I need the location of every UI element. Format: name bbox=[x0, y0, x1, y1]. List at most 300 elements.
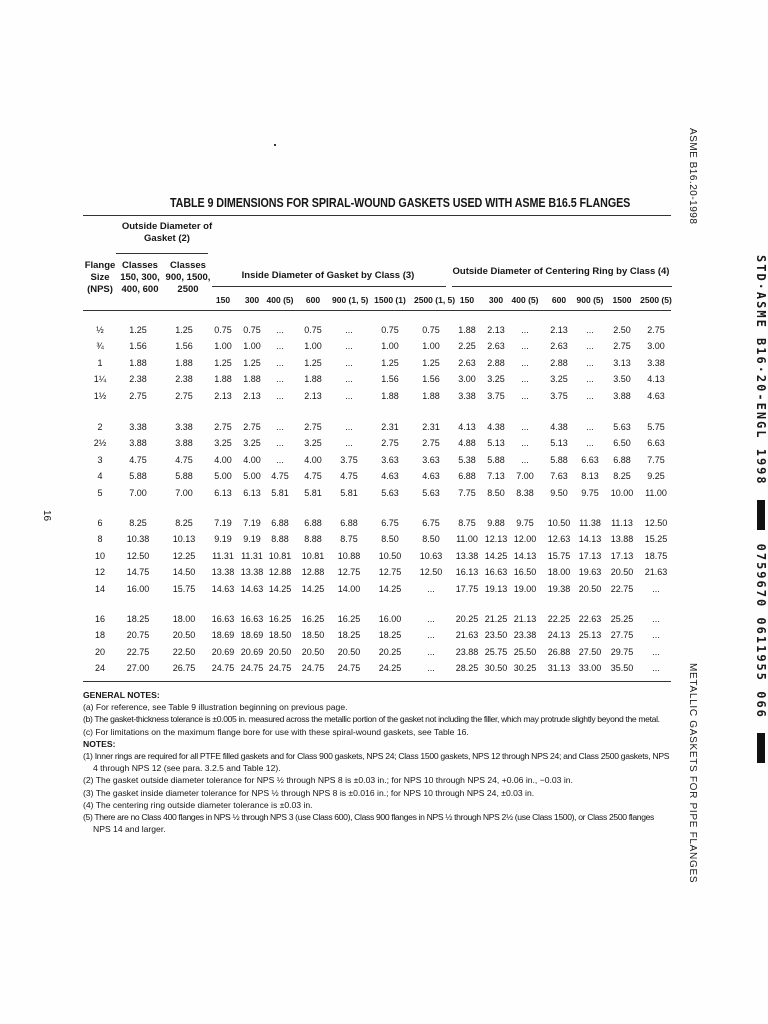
flange-size-cell: 2 bbox=[97, 422, 103, 432]
table-cell: 7.63 bbox=[550, 471, 568, 482]
table-cell: 1.88 bbox=[381, 390, 399, 401]
table-cell: 2.75 bbox=[613, 341, 631, 352]
table-cell: 6.13 bbox=[243, 487, 261, 498]
table-cell: 11.38 bbox=[579, 518, 601, 528]
table-cell: 20.50 bbox=[268, 646, 292, 657]
table-cell: 20.69 bbox=[211, 646, 235, 657]
table-cell: ... bbox=[427, 663, 435, 674]
gasket-od-group-rule bbox=[116, 253, 208, 254]
table-cell: 11.13 bbox=[611, 518, 633, 528]
table-cell: ... bbox=[276, 422, 284, 432]
table-cell: 7.00 bbox=[175, 487, 193, 498]
table-cell: 1.25 bbox=[422, 357, 440, 368]
table-cell: ... bbox=[586, 390, 594, 401]
note-3: (3) The gasket inside diameter tolerance for NPS ½ through NPS 8 is ±0.016 in.; for NPS 10 through NPS 24, ±0.03 in. bbox=[83, 787, 535, 798]
table-cell: 5.13 bbox=[487, 438, 505, 449]
table-cell: 3.75 bbox=[487, 390, 505, 401]
table-cell: 2.50 bbox=[613, 325, 631, 335]
table-cell: 20.50 bbox=[578, 583, 602, 594]
general-note-c: (c) For limitations on the maximum flange bore for use with these spiral-wound gaskets, see Table 16. bbox=[83, 726, 469, 737]
table-cell: 2.88 bbox=[550, 357, 568, 368]
notes-heading: NOTES: bbox=[83, 738, 116, 749]
document-code-part-2: 0759670 0611955 066 bbox=[754, 543, 768, 719]
table-cell: 7.19 bbox=[214, 518, 232, 528]
table-cell: 20.50 bbox=[337, 646, 361, 657]
table-cell: 4.75 bbox=[340, 471, 358, 482]
table-cell: 2.75 bbox=[304, 422, 322, 432]
table-cell: 4.75 bbox=[271, 471, 289, 482]
table-cell: 6.88 bbox=[304, 518, 322, 528]
table-cell: 8.88 bbox=[304, 534, 322, 545]
table-cell: 22.50 bbox=[172, 646, 196, 657]
table-cell: 8.25 bbox=[175, 518, 193, 528]
table-cell: 3.38 bbox=[458, 390, 476, 401]
table-cell: 7.19 bbox=[243, 518, 261, 528]
table-cell: 22.25 bbox=[547, 614, 571, 624]
flange-size-cell: 2½ bbox=[93, 438, 107, 449]
table-cell: 18.50 bbox=[301, 630, 325, 641]
gasket-od-group-line1: Outside Diameter of bbox=[121, 221, 213, 232]
classes-900-2500-header bbox=[164, 260, 212, 296]
table-cell: 2.13 bbox=[487, 325, 505, 335]
table-cell: 27.50 bbox=[578, 646, 602, 657]
table-cell: 5.63 bbox=[422, 487, 440, 498]
table-cell: 16.00 bbox=[126, 583, 150, 594]
table-cell: 1.25 bbox=[304, 357, 322, 368]
table-cell: 14.25 bbox=[484, 550, 508, 561]
table-cell: 0.75 bbox=[214, 325, 232, 335]
table-cell: 8.75 bbox=[458, 518, 476, 528]
table-cell: 4.75 bbox=[175, 454, 193, 465]
table-cell: 4.00 bbox=[243, 454, 261, 465]
table-cell: 5.38 bbox=[458, 454, 476, 465]
table-cell: 6.88 bbox=[340, 518, 358, 528]
table-cell: 3.25 bbox=[214, 438, 232, 449]
table-cell: 14.13 bbox=[578, 534, 602, 545]
table-cell: 20.69 bbox=[240, 646, 264, 657]
classes-150-600-header bbox=[116, 260, 164, 296]
table-cell: 16.25 bbox=[301, 614, 325, 624]
table-cell: 11.00 bbox=[645, 487, 667, 498]
table-cell: 2.75 bbox=[381, 438, 399, 449]
flange-size-cell: ½ bbox=[96, 325, 104, 335]
table-cell: 2.38 bbox=[175, 374, 193, 385]
table-cell: 1.00 bbox=[381, 341, 399, 352]
table-cell: 26.75 bbox=[172, 663, 196, 674]
table-cell: 6.75 bbox=[422, 518, 440, 528]
table-cell: ... bbox=[586, 357, 594, 368]
table-cell: 18.25 bbox=[378, 630, 402, 641]
table-cell: 8.50 bbox=[487, 487, 505, 498]
table-cell: ... bbox=[521, 374, 529, 385]
table-cell: 12.88 bbox=[268, 567, 292, 578]
table-cell: 14.63 bbox=[240, 583, 264, 594]
table-cell: 19.00 bbox=[513, 583, 537, 594]
table-cell: ... bbox=[652, 614, 660, 624]
table-cell: 14.00 bbox=[337, 583, 361, 594]
table-cell: 12.25 bbox=[172, 550, 196, 561]
table-cell: 27.75 bbox=[610, 630, 634, 641]
document-code bbox=[754, 255, 768, 777]
ring-class-header-4: 900 (5) bbox=[576, 295, 604, 305]
table-cell: 4.75 bbox=[304, 471, 322, 482]
table-cell: 1.00 bbox=[214, 341, 232, 352]
table-cell: 8.25 bbox=[613, 471, 631, 482]
page-number: 16 bbox=[41, 510, 52, 522]
table-cell: ... bbox=[521, 438, 529, 449]
table-cell: 2.75 bbox=[129, 390, 147, 401]
table-cell: 2.75 bbox=[422, 438, 440, 449]
table-cell: 8.50 bbox=[422, 534, 440, 545]
table-cell: 14.13 bbox=[513, 550, 537, 561]
running-header: ASME B16.20-1998 bbox=[687, 128, 698, 225]
table-cell: ... bbox=[345, 325, 353, 335]
table-cell: 30.25 bbox=[513, 663, 537, 674]
table-cell: ... bbox=[276, 390, 284, 401]
table-cell: 2.63 bbox=[458, 357, 476, 368]
table-cell: 7.75 bbox=[647, 454, 665, 465]
gasket-od-group-header bbox=[114, 221, 220, 245]
table-cell: 4.00 bbox=[304, 454, 322, 465]
table-cell: 27.00 bbox=[126, 663, 150, 674]
table-cell: 14.25 bbox=[378, 583, 402, 594]
table-cell: 11.31 bbox=[241, 550, 263, 561]
flange-size-header bbox=[82, 260, 118, 296]
table-cell: 14.25 bbox=[301, 583, 325, 594]
table-cell: ... bbox=[276, 454, 284, 465]
table-cell: ... bbox=[345, 390, 353, 401]
table-cell: 5.88 bbox=[129, 471, 147, 482]
table-cell: 15.25 bbox=[644, 534, 668, 545]
table-cell: 5.00 bbox=[243, 471, 261, 482]
flange-size-cell: 8 bbox=[97, 534, 103, 545]
table-cell: 21.13 bbox=[513, 614, 537, 624]
classes-a-header-line3: 400, 600 bbox=[121, 284, 159, 295]
table-cell: 24.25 bbox=[378, 663, 402, 674]
table-cell: 4.13 bbox=[647, 374, 665, 385]
table-cell: 3.88 bbox=[129, 438, 147, 449]
centering-ring-group-rule bbox=[452, 286, 672, 287]
table-cell: 3.13 bbox=[613, 357, 631, 368]
table-cell: ... bbox=[427, 614, 435, 624]
table-cell: 14.75 bbox=[126, 567, 150, 578]
table-cell: ... bbox=[345, 341, 353, 352]
centering-ring-group-header: Outside Diameter of Centering Ring by Class (4) bbox=[452, 266, 670, 277]
table-cell: 16.50 bbox=[513, 567, 537, 578]
table-cell: ... bbox=[276, 438, 284, 449]
flange-size-cell: 6 bbox=[97, 518, 103, 528]
table-cell: ... bbox=[652, 583, 660, 594]
table-cell: 2.63 bbox=[487, 341, 505, 352]
ring-class-header-2: 400 (5) bbox=[511, 295, 539, 305]
table-cell: 15.75 bbox=[547, 550, 571, 561]
table-cell: 22.63 bbox=[578, 614, 602, 624]
table-cell: 9.19 bbox=[214, 534, 232, 545]
ring-class-header-0: 150 bbox=[459, 295, 475, 305]
table-cell: 23.38 bbox=[513, 630, 537, 641]
table-cell: 22.75 bbox=[126, 646, 150, 657]
table-cell: 5.88 bbox=[175, 471, 193, 482]
table-cell: 1.56 bbox=[175, 341, 193, 352]
flange-size-cell: 5 bbox=[97, 487, 103, 498]
flange-size-cell: 1½ bbox=[93, 390, 107, 401]
table-cell: 1.00 bbox=[304, 341, 322, 352]
table-cell: 1.88 bbox=[243, 374, 261, 385]
table-cell: 4.63 bbox=[422, 471, 440, 482]
table-cell: 12.75 bbox=[337, 567, 361, 578]
table-cell: 2.31 bbox=[422, 422, 440, 432]
table-cell: 1.88 bbox=[422, 390, 440, 401]
table-cell: 20.50 bbox=[610, 567, 634, 578]
table-cell: 20.50 bbox=[301, 646, 325, 657]
table-cell: 8.75 bbox=[340, 534, 358, 545]
table-cell: 24.75 bbox=[268, 663, 292, 674]
table-cell: 10.81 bbox=[301, 550, 325, 561]
classes-a-header-line1: Classes bbox=[122, 260, 158, 271]
document-code-part-1: STD·ASME B16·20-ENGL 1998 bbox=[754, 255, 768, 486]
table-cell: 5.63 bbox=[381, 487, 399, 498]
table-cell: 25.75 bbox=[484, 646, 508, 657]
table-cell: 10.13 bbox=[172, 534, 196, 545]
table-cell: 8.50 bbox=[381, 534, 399, 545]
table-cell: 1.88 bbox=[175, 357, 193, 368]
code-bar bbox=[757, 500, 765, 530]
table-cell: 13.88 bbox=[610, 534, 634, 545]
id-class-header-2: 400 (5) bbox=[266, 295, 294, 305]
table-cell: 25.25 bbox=[610, 614, 634, 624]
table-cell: 18.00 bbox=[172, 614, 196, 624]
table-cell: 2.75 bbox=[647, 325, 665, 335]
id-class-header-3: 600 bbox=[305, 295, 321, 305]
table-cell: 18.00 bbox=[547, 567, 571, 578]
note-1-continued: 4 through NPS 12 (see para. 3.2.5 and Table 12). bbox=[93, 763, 281, 774]
table-cell: 18.69 bbox=[211, 630, 235, 641]
inside-diameter-group-header: Inside Diameter of Gasket by Class (3) bbox=[241, 270, 415, 281]
classes-b-header-line1: Classes bbox=[170, 260, 206, 271]
table-cell: 2.75 bbox=[214, 422, 232, 432]
table-cell: 12.13 bbox=[484, 534, 508, 545]
table-cell: ... bbox=[652, 663, 660, 674]
table-cell: 8.88 bbox=[271, 534, 289, 545]
table-cell: 30.50 bbox=[484, 663, 508, 674]
table-cell: 11.00 bbox=[456, 534, 478, 545]
table-cell: 8.13 bbox=[581, 471, 599, 482]
table-cell: 0.75 bbox=[243, 325, 261, 335]
table-cell: 35.50 bbox=[610, 663, 634, 674]
table-cell: 2.31 bbox=[381, 422, 399, 432]
table-cell: 19.38 bbox=[547, 583, 571, 594]
table-cell: 1.56 bbox=[129, 341, 147, 352]
table-cell: 6.63 bbox=[581, 454, 599, 465]
table-cell: 3.00 bbox=[458, 374, 476, 385]
table-cell: 9.25 bbox=[647, 471, 665, 482]
table-cell: 16.25 bbox=[268, 614, 292, 624]
table-cell: 24.75 bbox=[337, 663, 361, 674]
table-cell: 2.13 bbox=[550, 325, 568, 335]
table-cell: 12.50 bbox=[644, 518, 668, 528]
table-cell: 4.00 bbox=[214, 454, 232, 465]
table-cell: 25.13 bbox=[578, 630, 602, 641]
table-cell: 7.00 bbox=[129, 487, 147, 498]
table-cell: ... bbox=[521, 422, 529, 432]
note-4: (4) The centering ring outside diameter tolerance is ±0.03 in. bbox=[83, 799, 313, 810]
table-bottom-rule bbox=[83, 681, 671, 682]
table-cell: ... bbox=[586, 325, 594, 335]
table-cell: 4.75 bbox=[129, 454, 147, 465]
table-cell: 10.38 bbox=[126, 534, 150, 545]
table-cell: 6.13 bbox=[214, 487, 232, 498]
table-cell: 0.75 bbox=[304, 325, 322, 335]
table-cell: ... bbox=[586, 374, 594, 385]
flange-size-cell: 14 bbox=[94, 583, 105, 594]
flange-size-cell: ¾ bbox=[96, 341, 104, 352]
table-cell: 2.75 bbox=[243, 422, 261, 432]
table-cell: 6.75 bbox=[381, 518, 399, 528]
table-cell: 16.63 bbox=[211, 614, 235, 624]
table-cell: 3.63 bbox=[381, 454, 399, 465]
flange-size-header-line1: Flange bbox=[84, 260, 116, 271]
table-title: TABLE 9 DIMENSIONS FOR SPIRAL-WOUND GASKETS USED WITH ASME B16.5 FLANGES bbox=[170, 196, 631, 210]
table-cell: 20.75 bbox=[126, 630, 150, 641]
table-cell: 12.50 bbox=[126, 550, 150, 561]
table-cell: ... bbox=[345, 422, 353, 432]
table-cell: 14.25 bbox=[268, 583, 292, 594]
table-cell: 7.00 bbox=[516, 471, 534, 482]
table-cell: ... bbox=[521, 325, 529, 335]
table-cell: 25.50 bbox=[513, 646, 537, 657]
table-cell: 6.50 bbox=[613, 438, 631, 449]
ring-class-header-5: 1500 bbox=[612, 295, 632, 305]
table-cell: 3.75 bbox=[340, 454, 358, 465]
header-bottom-rule bbox=[83, 310, 671, 311]
table-cell: 16.13 bbox=[455, 567, 479, 578]
table-cell: 4.63 bbox=[381, 471, 399, 482]
speck bbox=[274, 144, 276, 146]
table-cell: 13.38 bbox=[211, 567, 235, 578]
table-cell: 10.88 bbox=[337, 550, 361, 561]
flange-size-header-line2: Size bbox=[90, 272, 110, 283]
table-cell: 6.63 bbox=[647, 438, 665, 449]
table-cell: 26.88 bbox=[547, 646, 571, 657]
table-cell: 10.81 bbox=[268, 550, 292, 561]
flange-size-cell: 1¼ bbox=[93, 374, 107, 385]
table-cell: 16.63 bbox=[240, 614, 264, 624]
table-cell: 5.13 bbox=[550, 438, 568, 449]
table-cell: ... bbox=[276, 374, 284, 385]
flange-size-header-line3: (NPS) bbox=[87, 284, 113, 295]
table-cell: ... bbox=[652, 646, 660, 657]
table-cell: 1.88 bbox=[129, 357, 147, 368]
table-cell: 20.25 bbox=[378, 646, 402, 657]
table-cell: 9.75 bbox=[516, 518, 534, 528]
general-notes-heading: GENERAL NOTES: bbox=[83, 690, 160, 700]
ring-class-header-3: 600 bbox=[551, 295, 567, 305]
table-cell: 15.75 bbox=[172, 583, 196, 594]
table-cell: 19.13 bbox=[484, 583, 508, 594]
id-class-header-1: 300 bbox=[244, 295, 260, 305]
note-5: (5) There are no Class 400 flanges in NPS ½ through NPS 3 (use Class 600), Class 900 flanges in NPS ½ through NPS 2½ (use Class 1500), or Class 2500 flanges bbox=[83, 812, 655, 823]
table-cell: 4.88 bbox=[458, 438, 476, 449]
table-cell: 6.88 bbox=[613, 454, 631, 465]
table-cell: 23.50 bbox=[484, 630, 508, 641]
table-cell: ... bbox=[276, 341, 284, 352]
flange-size-cell: 16 bbox=[94, 614, 105, 624]
table-cell: 1.25 bbox=[381, 357, 399, 368]
table-cell: 6.88 bbox=[458, 471, 476, 482]
table-cell: ... bbox=[427, 630, 435, 641]
note-1: (1) Inner rings are required for all PTFE filled gaskets and for Class 900 gaskets, NPS 24; Class 1500 gaskets, NPS 12 through NPS 24; and Class 2500 gaskets, NPS bbox=[83, 751, 670, 762]
table-cell: 5.88 bbox=[487, 454, 505, 465]
table-cell: ... bbox=[427, 583, 435, 594]
table-cell: 16.25 bbox=[337, 614, 361, 624]
table-cell: 19.63 bbox=[578, 567, 602, 578]
table-cell: 17.13 bbox=[610, 550, 634, 561]
table-cell: 3.25 bbox=[243, 438, 261, 449]
table-cell: 2.13 bbox=[214, 390, 232, 401]
table-cell: 5.81 bbox=[340, 487, 358, 498]
table-cell: 18.50 bbox=[268, 630, 292, 641]
table-cell: 14.63 bbox=[211, 583, 235, 594]
table-cell: 5.81 bbox=[304, 487, 322, 498]
table-cell: ... bbox=[276, 325, 284, 335]
table-cell: 3.38 bbox=[129, 422, 147, 432]
table-top-rule bbox=[83, 215, 671, 216]
table-cell: 7.13 bbox=[487, 471, 505, 482]
table-cell: ... bbox=[276, 357, 284, 368]
table-cell: 23.88 bbox=[455, 646, 479, 657]
table-cell: 2.38 bbox=[129, 374, 147, 385]
table-cell: 16.63 bbox=[484, 567, 508, 578]
table-cell: 21.63 bbox=[455, 630, 479, 641]
table-cell: 0.75 bbox=[422, 325, 440, 335]
table-cell: 5.00 bbox=[214, 471, 232, 482]
ring-class-header-1: 300 bbox=[488, 295, 504, 305]
note-2: (2) The gasket outside diameter tolerance for NPS ½ through NPS 8 is ±0.03 in.; for NPS 10 through NPS 24, +0.06 in., −0.03 in. bbox=[83, 775, 573, 786]
table-cell: 22.75 bbox=[610, 583, 634, 594]
table-cell: 1.56 bbox=[381, 374, 399, 385]
general-note-b: (b) The gasket-thickness tolerance is ±0.005 in. measured across the metallic portion of the gasket not including the filler, which may protrude slightly beyond the metal. bbox=[83, 714, 660, 725]
table-cell: 9.75 bbox=[581, 487, 599, 498]
table-cell: 24.75 bbox=[301, 663, 325, 674]
table-cell: 2.13 bbox=[304, 390, 322, 401]
table-cell: 8.38 bbox=[516, 487, 534, 498]
table-cell: 10.00 bbox=[610, 487, 634, 498]
table-cell: ... bbox=[586, 438, 594, 449]
table-cell: 13.38 bbox=[455, 550, 479, 561]
table-cell: ... bbox=[521, 357, 529, 368]
table-cell: 5.63 bbox=[613, 422, 631, 432]
table-cell: 10.50 bbox=[378, 550, 402, 561]
code-bar bbox=[757, 733, 765, 763]
classes-b-header-line2: 900, 1500, bbox=[165, 272, 211, 283]
table-cell: 3.63 bbox=[422, 454, 440, 465]
table-cell: 18.25 bbox=[337, 630, 361, 641]
table-cell: ... bbox=[521, 341, 529, 352]
inside-diameter-group-rule bbox=[212, 286, 446, 287]
table-cell: 17.75 bbox=[455, 583, 479, 594]
classes-a-header-line2: 150, 300, bbox=[120, 272, 160, 283]
general-note-a: (a) For reference, see Table 9 illustration beginning on previous page. bbox=[83, 702, 348, 713]
table-cell: 5.75 bbox=[647, 422, 665, 432]
table-cell: 5.88 bbox=[550, 454, 568, 465]
table-cell: 12.75 bbox=[378, 567, 402, 578]
flange-size-cell: 20 bbox=[94, 646, 105, 657]
table-cell: ... bbox=[521, 454, 529, 465]
table-cell: 1.56 bbox=[422, 374, 440, 385]
id-class-header-0: 150 bbox=[215, 295, 231, 305]
table-cell: 33.00 bbox=[578, 663, 602, 674]
table-cell: 9.50 bbox=[550, 487, 568, 498]
